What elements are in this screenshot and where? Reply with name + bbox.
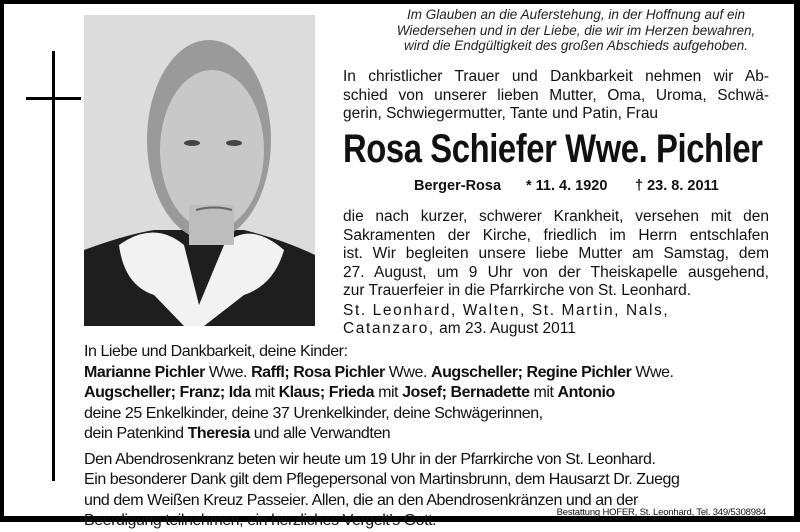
places-line: Catanzaro, bbox=[343, 320, 435, 337]
mourner-name: Augscheller; Franz; Ida bbox=[84, 384, 251, 401]
mourner-text: Wwe. bbox=[384, 363, 431, 381]
mourner-name: Raffl; Rosa Pichler bbox=[251, 363, 385, 381]
birth-date: * 11. 4. 1920 bbox=[526, 178, 608, 194]
mourner-name: Antonio bbox=[557, 384, 615, 401]
mourners-line bbox=[84, 424, 390, 445]
details-line: ist. Wir begleiten unsere liebe Mutter am Samstag, dem bbox=[343, 245, 769, 262]
intro-line: In christlicher Trauer und Dankbarkeit nehmen wir Ab- bbox=[343, 68, 769, 85]
closing-line: Ein besonderer Dank gilt dem Pflegepersonal von Martinsbrunn, dem Hausarzt Dr. Zuegg bbox=[84, 471, 680, 488]
cross-icon-bar bbox=[26, 97, 81, 100]
nickname: Berger-Rosa bbox=[414, 178, 502, 194]
mourners-block bbox=[84, 342, 784, 532]
mourners-intro: In Liebe und Dankbarkeit, deine Kinder: bbox=[84, 343, 348, 360]
mourner-text: mit bbox=[250, 384, 279, 401]
mourner-text: dein Patenkind bbox=[84, 425, 188, 442]
intro-paragraph bbox=[343, 68, 769, 124]
mourners-line: deine 25 Enkelkinder, deine 37 Urenkelkinder, deine Schwägerinnen, bbox=[84, 404, 543, 422]
mourner-name: Augscheller; Regine Pichler bbox=[430, 363, 632, 381]
mourner-text: Wwe. bbox=[204, 363, 252, 381]
intro-line: schied von unserer lieben Mutter, Oma, Uroma, Schwä- bbox=[343, 86, 769, 104]
mourner-name: Josef; Bernadette bbox=[402, 384, 530, 401]
details-line: zur Trauerfeier in die Pfarrkirche von St. Leonhard. bbox=[343, 282, 692, 299]
places-date bbox=[343, 302, 669, 338]
details-line: die nach kurzer, schwerer Krankheit, versehen mit den bbox=[343, 208, 769, 225]
intro-line: gerin, Schwiegermutter, Tante und Patin, Frau bbox=[343, 105, 659, 122]
funeral-home-credit: Bestattung HOFER, St. Leonhard, Tel. 349/5308984 bbox=[556, 507, 766, 518]
mourner-text: Wwe. bbox=[631, 363, 674, 381]
details-line: Sakramenten der Kirche, friedlich im Herrn entschlafen bbox=[343, 226, 769, 244]
mourner-name: Theresia bbox=[187, 425, 250, 442]
closing-line: Beerdigung teilnehmen, ein herzliches Vergelt’s Gott. bbox=[84, 512, 437, 529]
portrait-photo bbox=[84, 15, 315, 326]
details-line: 27. August, um 9 Uhr von der Theiskapelle ausgehend, bbox=[343, 263, 769, 281]
places-line-2 bbox=[343, 320, 669, 338]
date-line: am 23. August 2011 bbox=[434, 320, 576, 337]
quote bbox=[360, 7, 792, 54]
mourner-text: mit bbox=[374, 384, 403, 401]
death-date: † 23. 8. 2011 bbox=[635, 178, 719, 194]
mourners-line bbox=[84, 383, 615, 404]
closing-line: Den Abendrosenkranz beten wir heute um 19 Uhr in der Pfarrkirche von St. Leonhard. bbox=[84, 450, 656, 468]
mourner-name: Marianne Pichler bbox=[84, 363, 205, 381]
quote-line: Im Glauben an die Auferstehung, in der Hoffnung auf ein bbox=[407, 7, 745, 22]
cross-icon bbox=[52, 51, 55, 481]
quote-line: Wiedersehen und in der Liebe, die wir im Herzen bewahren, bbox=[396, 22, 756, 38]
closing-line: und dem Weißen Kreuz Passeier. Allen, die an den Abendrosenkränzen und an der bbox=[84, 491, 638, 509]
mourners-line bbox=[84, 363, 674, 384]
mourner-name: Klaus; Frieda bbox=[278, 384, 375, 401]
quote-line: wird die Endgültigkeit des großen Abschieds aufgehoben. bbox=[404, 38, 748, 53]
mourner-text: und alle Verwandten bbox=[249, 425, 391, 442]
places-line: St. Leonhard, Walten, St. Martin, Nals, bbox=[343, 302, 670, 319]
details-paragraph bbox=[343, 208, 769, 301]
mourner-text: mit bbox=[529, 384, 558, 401]
deceased-name: Rosa Schiefer Wwe. Pichler bbox=[343, 127, 763, 171]
